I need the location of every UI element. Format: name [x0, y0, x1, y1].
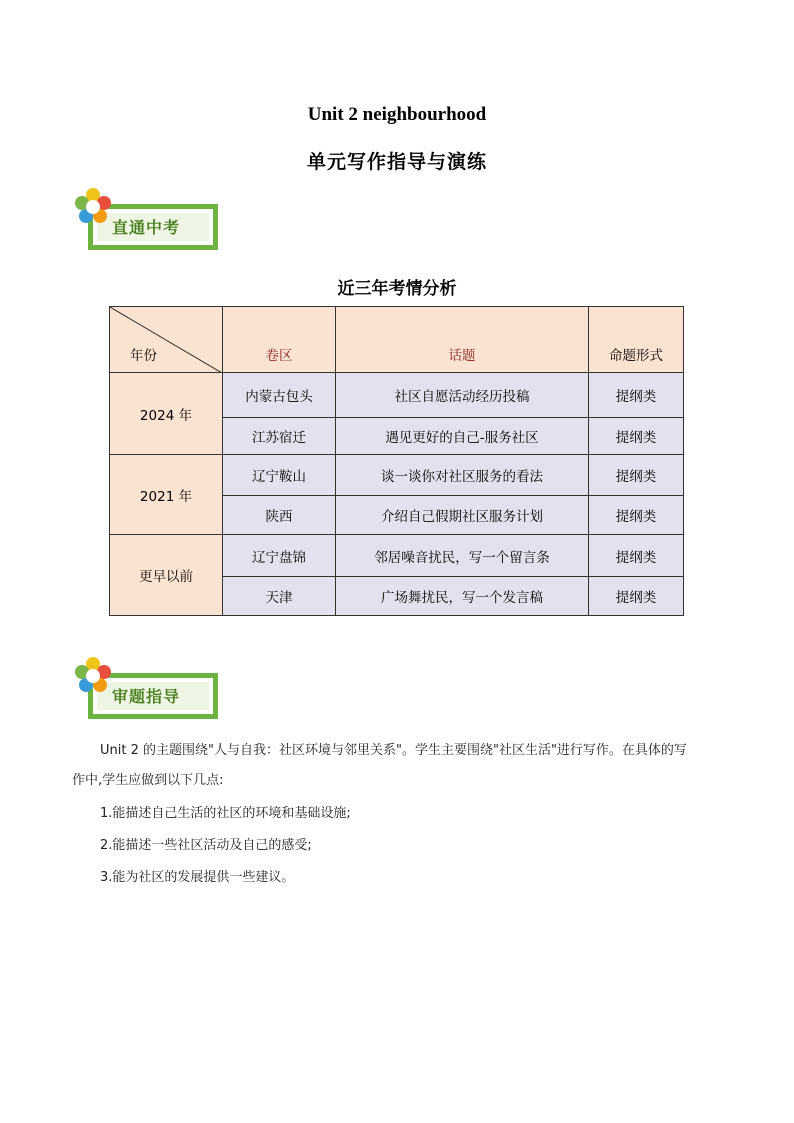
region-cell: 江苏宿迁 — [223, 418, 336, 455]
exam-analysis-table — [109, 306, 684, 616]
document-title-chinese: 单元写作指导与演练 — [306, 151, 487, 173]
topic-cell: 介绍自己假期社区服务计划 — [336, 496, 589, 535]
table-title: 近三年考情分析 — [337, 279, 457, 299]
header-cell-format: 命题形式 — [589, 307, 684, 373]
format-cell: 提纲类 — [589, 496, 684, 535]
flower-icon — [72, 655, 116, 699]
table-row — [110, 373, 684, 418]
badge-label: 审题指导 — [112, 687, 181, 706]
topic-cell: 邻居噪音扰民，写一个留言条 — [336, 535, 589, 577]
format-cell: 提纲类 — [589, 373, 684, 418]
guide-point: 2.能描述一些社区活动及自己的感受; — [100, 838, 312, 853]
year-cell: 2021 年 — [110, 455, 223, 535]
section-badge-guidance — [72, 655, 224, 725]
header-cell-topic: 话题 — [336, 307, 589, 373]
region-cell: 辽宁盘锦 — [223, 535, 336, 577]
guide-point: 1.能描述自己生活的社区的环境和基础设施; — [100, 806, 351, 821]
table-row — [110, 535, 684, 577]
format-cell: 提纲类 — [589, 418, 684, 455]
guide-intro-line2: 作中,学生应做到以下几点: — [72, 773, 224, 788]
guide-intro-line1: Unit 2 的主题围绕"人与自我：社区环境与邻里关系"。学生主要围绕"社区生活"进行写作。在具体的写 — [100, 743, 687, 758]
format-cell: 提纲类 — [589, 455, 684, 496]
region-cell: 陕西 — [223, 496, 336, 535]
document-title-english: Unit 2 neighbourhood — [307, 104, 487, 125]
region-cell: 辽宁鞍山 — [223, 455, 336, 496]
flower-icon — [72, 186, 116, 230]
section-badge-direct-exam — [72, 186, 224, 256]
year-cell: 2024 年 — [110, 373, 223, 455]
guide-point: 3.能为社区的发展提供一些建议。 — [100, 870, 295, 885]
topic-cell: 谈一谈你对社区服务的看法 — [336, 455, 589, 496]
header-cell-region: 卷区 — [223, 307, 336, 373]
region-cell: 内蒙古包头 — [223, 373, 336, 418]
topic-cell: 社区自愿活动经历投稿 — [336, 373, 589, 418]
topic-cell: 广场舞扰民，写一个发言稿 — [336, 577, 589, 616]
table-header-row — [110, 307, 684, 373]
year-cell: 更早以前 — [110, 535, 223, 616]
table-row — [110, 455, 684, 496]
diagonal-line — [110, 307, 222, 373]
format-cell: 提纲类 — [589, 577, 684, 616]
badge-label: 直通中考 — [112, 218, 181, 237]
region-cell: 天津 — [223, 577, 336, 616]
topic-cell: 遇见更好的自己-服务社区 — [336, 418, 589, 455]
format-cell: 提纲类 — [589, 535, 684, 577]
header-cell-year: 年份 — [110, 307, 223, 373]
